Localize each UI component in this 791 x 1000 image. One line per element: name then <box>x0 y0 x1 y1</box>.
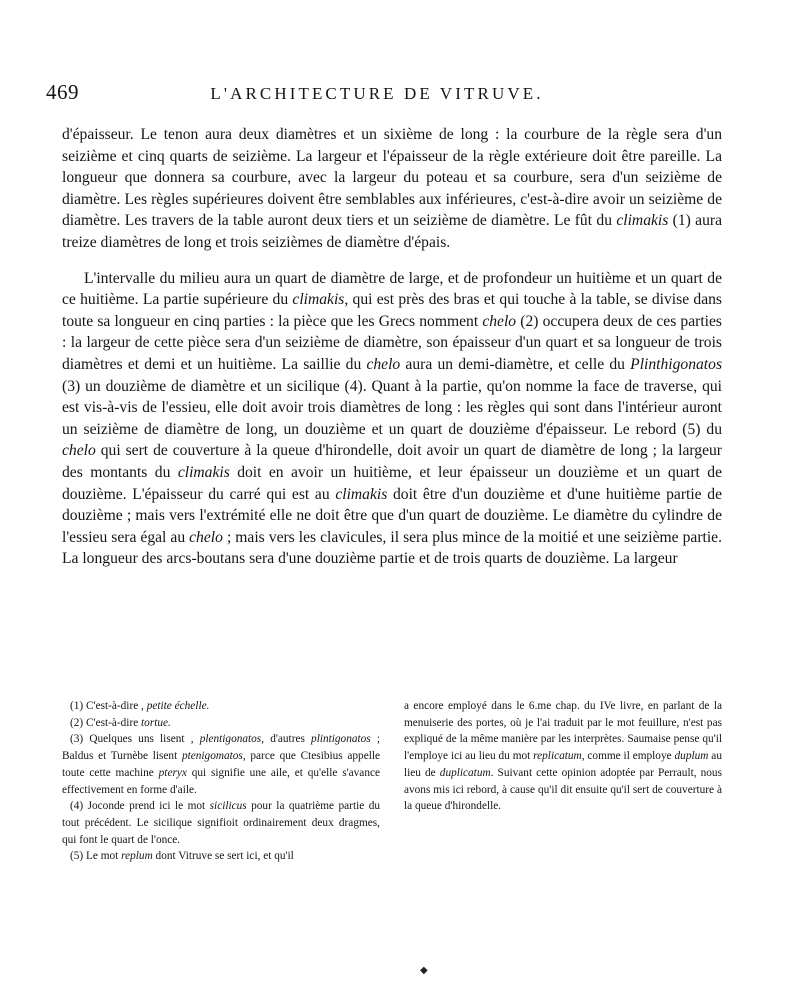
text-run: L'intervalle du milieu aura un quart de diamètre de large, et de profondeur un huitième et un quart de ce huitième. La partie supérieure du <box>62 269 722 309</box>
text-run: (1) aura treize diamètres de long et trois seizièmes de diamètre d'épais. <box>62 212 723 251</box>
text-run: . Suivant cette opinion adoptée par Perrault, nous avons mis ici rebord, à cause qu'il dit ensuite qu'il sert de couverture à la queue d'hirondelle. <box>404 766 722 813</box>
main-text <box>62 124 722 570</box>
text-run: dont Vitruve se sert ici, et qu'il <box>152 850 294 863</box>
text-run: a encore employé dans le 6.me chap. du IVe livre, en parlant de la menuiserie des portes, où je l'ai traduit par le mot feuillure, n'est pas expliqué de la même manière par les interprètes. Saumaise pense qu'il l'employe ici au lieu du mot <box>404 700 722 763</box>
italic-term: ptenigomatos <box>181 750 243 763</box>
text-run: , parce que Ctesibius appelle toute cette machine <box>62 750 381 779</box>
italic-term: sicilicus <box>209 800 247 813</box>
footnote-5 <box>62 848 380 865</box>
italic-term: climakis <box>177 463 230 481</box>
footnote-4 <box>62 798 380 848</box>
italic-term: climakis <box>335 485 388 503</box>
italic-term: petite échelle. <box>146 700 210 712</box>
text-run: (1) C'est-à-dire , <box>70 700 147 712</box>
text-run: pour la quatrième partie du tout précédent. Le sicilique signifioit ordinairement deux dragmes, qui font le quart de l'once. <box>62 800 380 846</box>
italic-term: chelo <box>482 312 517 330</box>
paragraph-2 <box>62 268 722 570</box>
text-run: (2) occupera deux de ces parties : la largeur de cette pièce sera d'un seizième de diamètre, son épaisseur d'un quart et sa longueur de trois diamètres et demi et un huitième. La saillie du <box>62 312 722 373</box>
page-header <box>46 80 636 105</box>
italic-term: Plinthigonatos <box>630 355 723 373</box>
italic-term: replum <box>121 850 153 863</box>
footnotes-left-column <box>62 698 380 865</box>
footnote-3 <box>62 731 380 798</box>
footnotes <box>62 698 722 865</box>
text-run: ; mais vers les clavicules, il sera plus mince de la moitié et une seizième partie. La longueur des arcs-boutans sera d'une douzième partie et de trois quarts de douzième. La largeur <box>62 528 722 568</box>
text-run: doit être d'un douzième et d'une huitième partie de douzième ; mais vers l'extrémité elle ne doit être que d'un quart de douzième. Le diamètre du cylindre de l'essieu sera égal au <box>62 485 722 546</box>
text-run: (3) Quelques uns lisent , <box>70 733 200 746</box>
italic-term: tortue. <box>141 716 171 729</box>
italic-term: plentigonatos <box>199 733 262 746</box>
text-run: (3) un douzième de diamètre et un sicilique (4). Quant à la partie, qu'on nomme la face de traverse, qui est vis-à-vis de l'essieu, elle doit avoir trois diamètres de long : les règles qui sont dans l'intérieur auront un seizième de diamètre de long, un douzième et un quart de douzième d'épaisseur. Le rebord (5) du <box>62 377 722 438</box>
text-run: doit en avoir un huitième, et leur épaisseur un douzième et un quart de douzième. L'épaisseur du carré qui est au <box>62 463 722 503</box>
running-title: L'ARCHITECTURE DE VITRUVE. <box>210 84 544 103</box>
text-run: d'épaisseur. Le tenon aura deux diamètres et un sixième de long : la courbure de la règle sera d'un seizième et cinq quarts de seizième. La largeur et l'épaisseur de la règle extérieure doit être pareille. La longueur que donnera sa courbure, avec la largeur du poteau et sa courbure, sera d'un seizième de diamètre. Les règles supérieures doivent être semblables aux inférieures, c'est-à-dire avoir un seizième de diamètre. Les travers de la table auront deux tiers et un seizième de diamètre. Le fût du <box>62 126 722 230</box>
italic-term: pteryx <box>158 766 187 779</box>
italic-term: climakis <box>616 212 669 230</box>
text-run: (5) Le mot <box>70 850 122 863</box>
italic-term: duplicatum <box>439 766 491 779</box>
footnote-5-continued <box>404 698 722 815</box>
text-run: , qui est près des bras et qui touche à la table, se divise dans toute sa longueur en cinq parties : la pièce que les Grecs nomment <box>62 291 722 330</box>
text-run: , comme il employe <box>581 750 675 763</box>
text-run: aura un demi-diamètre, et celle du <box>400 355 631 373</box>
paragraph-1 <box>62 124 722 254</box>
text-run: (4) Joconde prend ici le mot <box>70 800 210 813</box>
text-run: au lieu de <box>404 750 722 779</box>
text-run: qui signifie une aile, et qu'elle s'avance effectivement en forme d'aile. <box>62 766 380 796</box>
footnote-1 <box>62 698 380 715</box>
italic-term: duplum <box>674 750 709 763</box>
footnotes-right-column <box>404 698 722 865</box>
page-number: 469 <box>46 80 79 104</box>
text-run: (2) C'est-à-dire <box>70 716 142 729</box>
text-run: qui sert de couverture à la queue d'hirondelle, doit avoir un quart de diamètre de long ; la largeur des montants du <box>62 442 722 481</box>
text-run: ; Baldus et Turnèbe lisent <box>62 733 380 763</box>
printer-mark: ◆ <box>420 965 428 976</box>
footnote-2 <box>62 715 380 732</box>
italic-term: climakis <box>292 291 345 309</box>
italic-term: plintigonatos <box>311 733 371 746</box>
italic-term: chelo <box>189 528 223 546</box>
italic-term: replicatum <box>533 750 582 763</box>
text-run: , d'autres <box>261 733 312 746</box>
italic-term: chelo <box>62 442 96 460</box>
italic-term: chelo <box>366 355 401 373</box>
